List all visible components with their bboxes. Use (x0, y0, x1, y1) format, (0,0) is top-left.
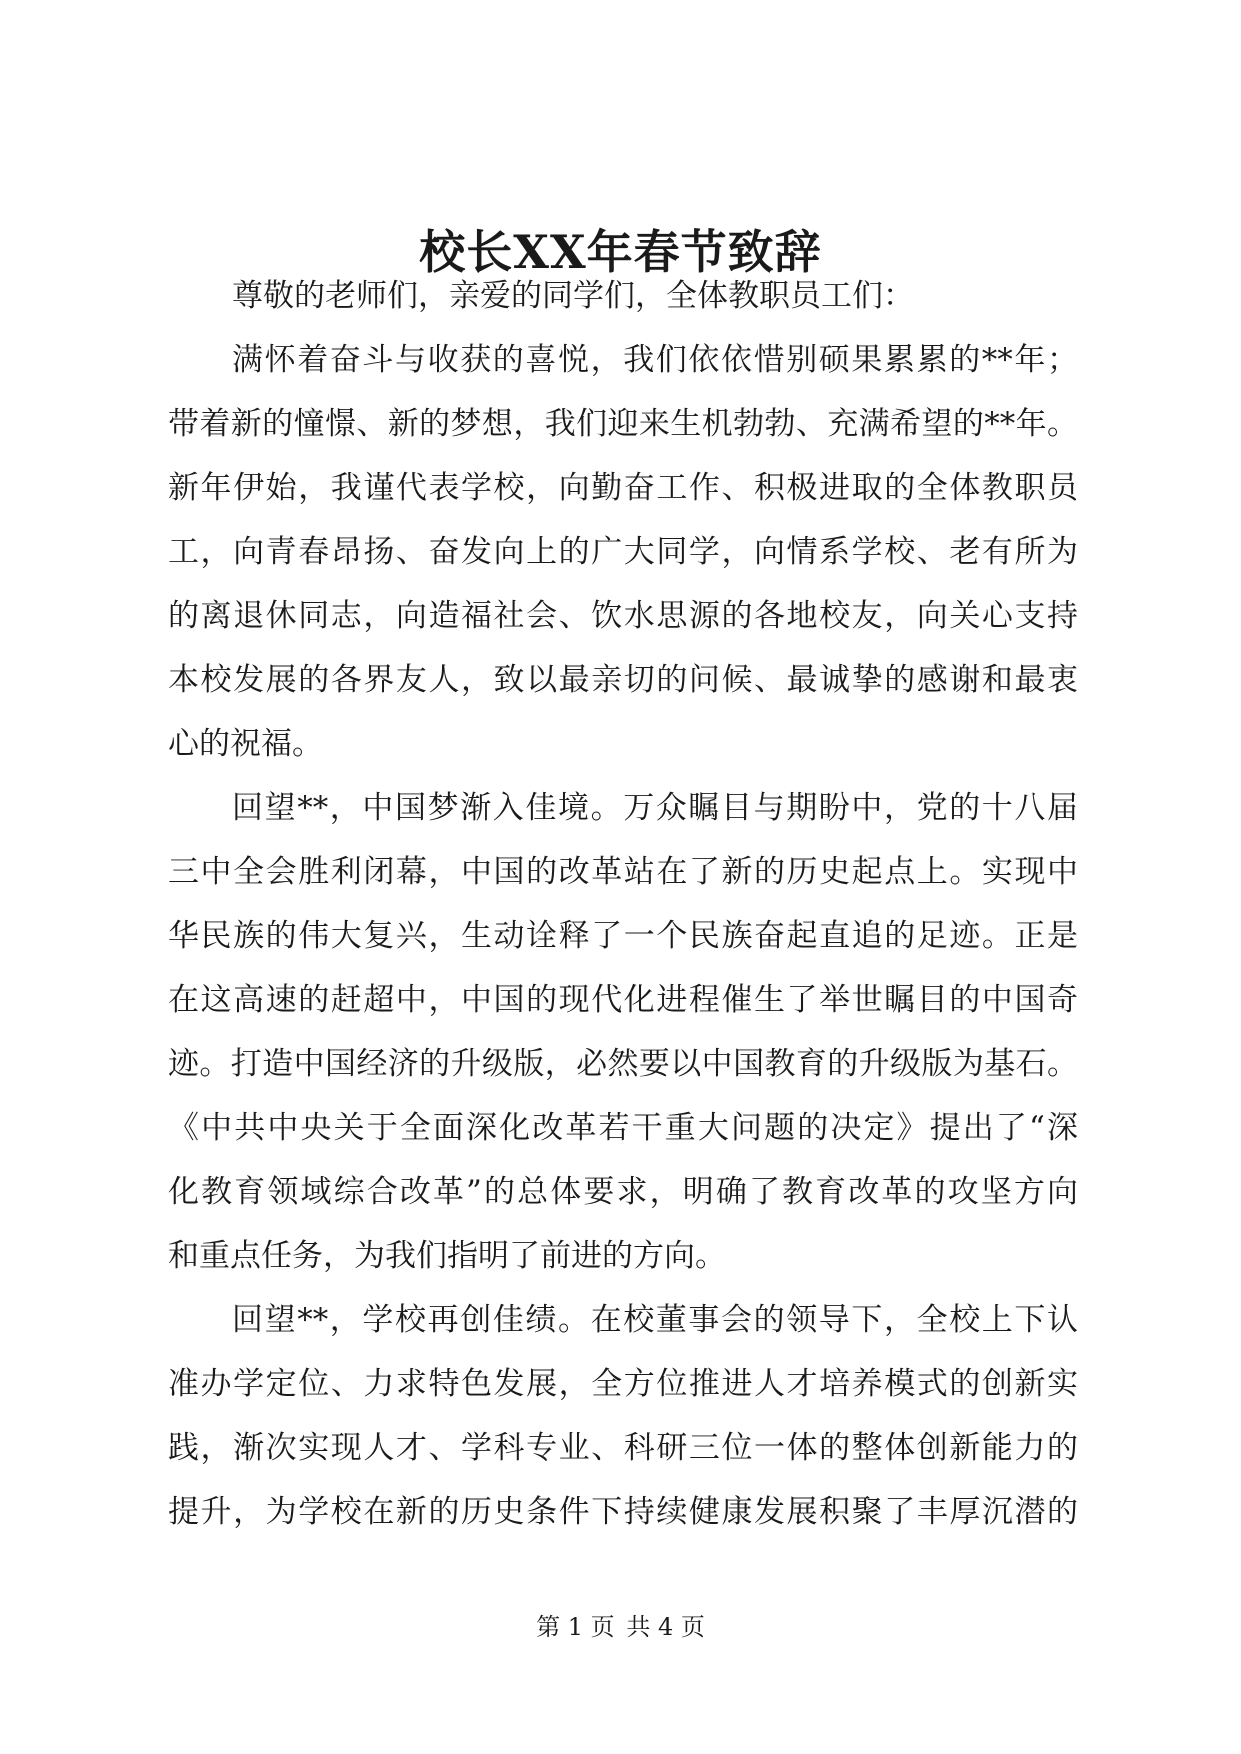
text-line: 和重点任务，为我们指明了前进的方向。 (168, 1238, 726, 1274)
text-line: 带着新的憧憬、新的梦想，我们迎来生机勃勃、充满希望的**年。 (168, 406, 1078, 442)
page-number: 第 1 页 (536, 1613, 615, 1641)
text-line: 心的祝福。 (168, 726, 323, 762)
text-line: 准办学定位、力求特色发展，全方位推进人才培养模式的创新实 (168, 1366, 1078, 1402)
text-line: 华民族的伟大复兴，生动诠释了一个民族奋起直追的足迹。正是 (168, 918, 1078, 954)
text-line: 新年伊始，我谨代表学校，向勤奋工作、积极进取的全体教职员 (168, 470, 1078, 506)
text-line: 践，渐次实现人才、学科专业、科研三位一体的整体创新能力的 (168, 1430, 1078, 1466)
text-line: 回望**，学校再创佳绩。在校董事会的领导下，全校上下认 (232, 1302, 1078, 1338)
text-line: 本校发展的各界友人，致以最亲切的问候、最诚挚的感谢和最衷 (168, 662, 1078, 698)
text-line: 的离退休同志，向造福社会、饮水思源的各地校友，向关心支持 (168, 598, 1078, 634)
text-line: 迹。打造中国经济的升级版，必然要以中国教育的升级版为基石。 (168, 1046, 1078, 1082)
text-line: 回望**，中国梦渐入佳境。万众瞩目与期盼中，党的十八届 (232, 790, 1078, 826)
page-total: 共 4 页 (626, 1613, 705, 1641)
text-line: 《中共中央关于全面深化改革若干重大问题的决定》提出了“深 (168, 1110, 1078, 1146)
document-title: 校长XX年春节致辞 (419, 225, 822, 279)
text-line: 提升，为学校在新的历史条件下持续健康发展积聚了丰厚沉潜的 (168, 1494, 1078, 1530)
text-line: 三中全会胜利闭幕，中国的改革站在了新的历史起点上。实现中 (168, 854, 1078, 890)
text-line: 在这高速的赶超中，中国的现代化进程催生了举世瞩目的中国奇 (168, 982, 1078, 1018)
text-line: 满怀着奋斗与收获的喜悦，我们依依惜别硕果累累的**年； (232, 342, 1078, 378)
text-line: 尊敬的老师们，亲爱的同学们，全体教职员工们： (232, 278, 914, 314)
text-line: 工，向青春昂扬、奋发向上的广大同学，向情系学校、老有所为 (168, 534, 1078, 570)
page-footer (0, 1612, 1241, 1642)
text-line: 化教育领域综合改革”的总体要求，明确了教育改革的攻坚方向 (168, 1174, 1078, 1210)
document-body (168, 264, 1078, 1544)
